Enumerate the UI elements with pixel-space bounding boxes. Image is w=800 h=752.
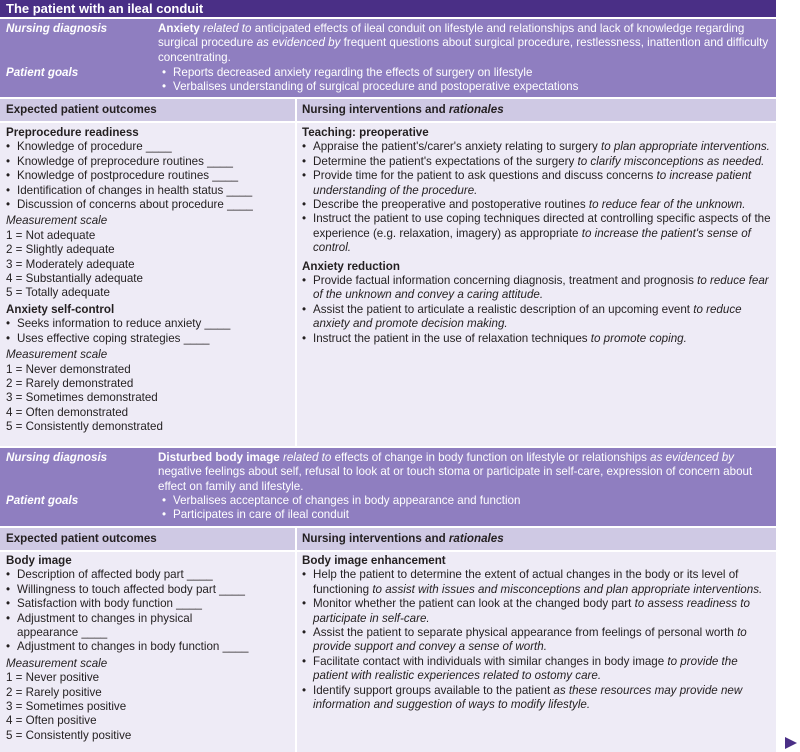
scale-item: 2 = Rarely positive [6, 685, 102, 699]
outcome-list [6, 140, 290, 212]
outcome-list [6, 568, 290, 654]
outcome-item: • Knowledge of procedure ____ [6, 140, 290, 154]
outcome-section-title: Body image [6, 554, 72, 567]
intervention-item: • Provide factual information concerning diagnosis, treatment and prognosis to reduce fear of the unknown and convey a caring attitude. [302, 274, 772, 303]
goal-item: • Reports decreased anxiety regarding the effects of surgery on lifestyle [162, 66, 774, 80]
intervention-item: • Instruct the patient in the use of relaxation techniques to promote coping. [302, 332, 772, 346]
intervention-item: • Provide time for the patient to ask questions and discuss concerns to increase patient understanding of the procedure. [302, 169, 772, 198]
measurement-scale [6, 229, 290, 301]
intervention-item: • Facilitate contact with individuals with similar changes in body image to provide the patient with realistic experiences related to ostomy care. [302, 655, 772, 684]
outcome-item: • Adjustment to changes in body function ____ [6, 640, 290, 654]
outcome-item: • Identification of changes in health status ____ [6, 184, 290, 198]
measurement-scale [6, 363, 290, 435]
outcome-section-title: Preprocedure readiness [6, 126, 139, 139]
patient-goals-label: Patient goals [6, 66, 79, 79]
intervention-section-title: Anxiety reduction [302, 259, 400, 273]
intervention-item: • Assist the patient to articulate a realistic description of an upcoming event to reduce anxiety and promote decision making. [302, 303, 772, 332]
interventions-column [302, 126, 772, 346]
outcomes-column [6, 554, 290, 743]
column-header-row-2 [0, 528, 776, 550]
outcomes-header: Expected patient outcomes [6, 532, 157, 545]
continue-arrow-icon[interactable] [785, 737, 797, 749]
outcome-item: • Satisfaction with body function ____ [6, 597, 290, 611]
intervention-item: • Monitor whether the patient can look at the changed body part to assess readiness to participate in self-care. [302, 597, 772, 626]
outcome-item: • Description of affected body part ____ [6, 568, 290, 582]
nursing-diagnosis-label: Nursing diagnosis [6, 451, 108, 464]
goal-item: • Verbalises understanding of surgical procedure and postoperative expectations [162, 80, 774, 94]
scale-item: 3 = Sometimes positive [6, 700, 127, 714]
page-title: The patient with an ileal conduit [0, 0, 776, 17]
intervention-section-title: Body image enhancement [302, 554, 446, 567]
scale-item: 4 = Often demonstrated [6, 405, 129, 419]
intervention-section-title: Teaching: preoperative [302, 126, 429, 139]
goal-item: • Participates in care of ileal conduit [162, 508, 774, 522]
intervention-item: • Help the patient to determine the extent of actual changes in the body or its level of functioning to assist with issues and misconceptions and plan appropriate interventions. [302, 568, 772, 597]
outcome-item: • Discussion of concerns about procedure ____ [6, 198, 290, 212]
scale-item: 3 = Sometimes demonstrated [6, 391, 158, 405]
scale-item: 4 = Substantially adequate [6, 272, 143, 286]
patient-goals-list [162, 494, 774, 523]
interventions-column [302, 554, 772, 712]
diagnosis-text: Disturbed body image related to effects of change in body function on lifestyle or relationships as evidenced by negative feelings about self, refusal to look at or touch stoma or participate in self-care, expression of concern about effect on family and lifestyle. [158, 451, 753, 493]
outcome-item: • Knowledge of preprocedure routines ____ [6, 155, 290, 169]
intervention-item: • Describe the preoperative and postoperative routines to reduce fear of the unknown. [302, 198, 772, 212]
diagnosis-band-2 [0, 448, 776, 526]
intervention-item: • Instruct the patient to use coping techniques directed at controlling specific aspects of the experience (e.g. relaxation, imagery) as appropriate to increase the patient's sense of control. [302, 212, 772, 255]
column-header-row-1 [0, 99, 776, 121]
scale-item: 2 = Rarely demonstrated [6, 376, 134, 390]
outcome-item: • Uses effective coping strategies ____ [6, 332, 290, 346]
outcome-item: • Seeks information to reduce anxiety ____ [6, 317, 290, 331]
care-plan-body-2 [0, 552, 776, 752]
outcome-item: • Adjustment to changes in physical appearance ____ [6, 612, 216, 641]
scale-item: 1 = Never positive [6, 671, 100, 685]
scale-item: 3 = Moderately adequate [6, 257, 135, 271]
scale-item: 1 = Never demonstrated [6, 362, 131, 376]
interventions-header: Nursing interventions and rationales [302, 103, 504, 116]
outcome-item: • Knowledge of postprocedure routines ____ [6, 169, 290, 183]
intervention-list [302, 274, 772, 346]
diagnosis-text: Anxiety related to anticipated effects of ileal conduit on lifestyle and relationships and lack of knowledge regarding surgical procedure as evidenced by frequent questions about surgical procedure, restlessness, inattention and difficulty concentrating. [158, 22, 769, 64]
scale-item: 1 = Not adequate [6, 228, 96, 242]
measurement-scale-label: Measurement scale [6, 348, 108, 362]
outcome-list [6, 317, 290, 346]
scale-item: 5 = Totally adequate [6, 286, 110, 300]
measurement-scale-label: Measurement scale [6, 214, 108, 228]
outcome-item: • Willingness to touch affected body part ____ [6, 583, 290, 597]
patient-goals-label: Patient goals [6, 494, 79, 507]
intervention-item: • Identify support groups available to the patient as these resources may provide new information and suggestion of ways to modify lifestyle. [302, 684, 772, 713]
interventions-header: Nursing interventions and rationales [302, 532, 504, 545]
scale-item: 4 = Often positive [6, 714, 97, 728]
outcomes-column [6, 126, 290, 435]
patient-goals-list [162, 66, 774, 95]
scale-item: 2 = Slightly adequate [6, 243, 115, 257]
scale-item: 5 = Consistently demonstrated [6, 420, 163, 434]
intervention-list [302, 140, 772, 255]
goal-item: • Verbalises acceptance of changes in body appearance and function [162, 494, 774, 508]
outcome-section-title: Anxiety self-control [6, 302, 115, 316]
intervention-item: • Determine the patient's expectations of the surgery to clarify misconceptions as needed. [302, 155, 772, 169]
diagnosis-band-1 [0, 19, 776, 97]
measurement-scale-label: Measurement scale [6, 656, 108, 670]
care-plan-body-1 [0, 123, 776, 446]
outcomes-header: Expected patient outcomes [6, 103, 157, 116]
nursing-diagnosis-label: Nursing diagnosis [6, 22, 108, 35]
measurement-scale [6, 671, 290, 743]
intervention-item: • Assist the patient to separate physical appearance from feelings of personal worth to provide support and convey a sense of worth. [302, 626, 772, 655]
intervention-item: • Appraise the patient's/carer's anxiety relating to surgery to plan appropriate interventions. [302, 140, 772, 154]
scale-item: 5 = Consistently positive [6, 728, 132, 742]
intervention-list [302, 568, 772, 712]
